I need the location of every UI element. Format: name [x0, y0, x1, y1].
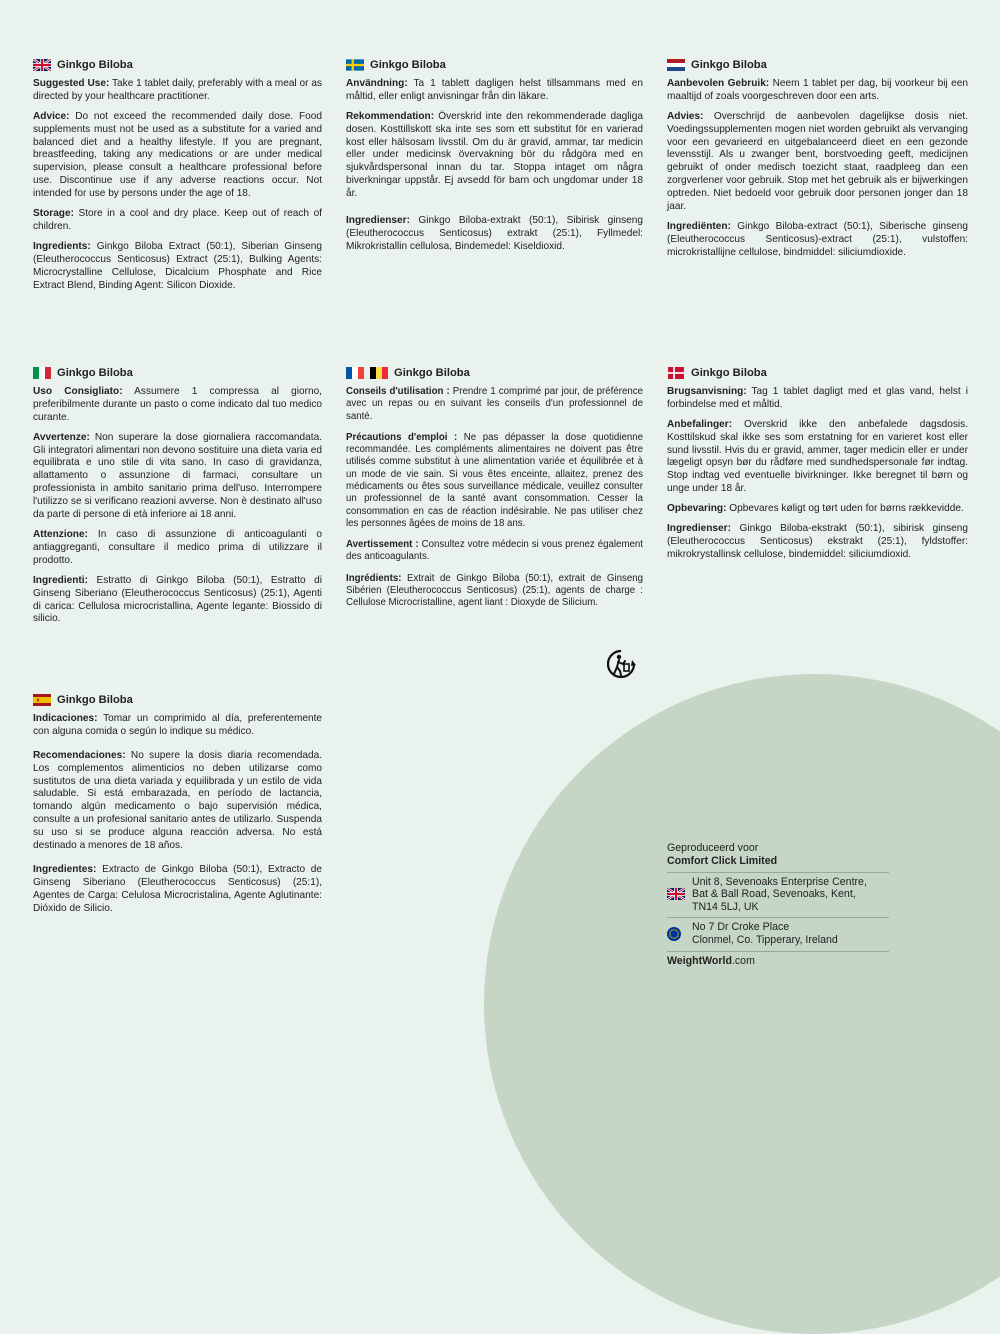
belgium-flag-icon — [370, 367, 388, 379]
producer-intro: Geproduceerd voor — [667, 842, 759, 854]
section-ingredients: Ingredienti: Estratto di Ginkgo Biloba (50:1), Estratto di Ginseng Siberiano (Eleutherococcus Senticosus) (25:1), Agenti di carica: Cellulosa microcristallina, Agente legante: Biossido di silicio. — [33, 574, 322, 625]
section-precautions: Précautions d'emploi : Ne pas dépasser la dose quotidienne recommandée. Les compléments alimentaires ne doivent pas être utilisés comme substitut à une alimentation variée et équilibrée et à un mode de vie sain. Si vous êtes enceinte, allaitez, prenez des médicaments ou êtes sous surveillance médicale, veuillez consulter un professionnel de la santé avant consommation. Cesser la consommation en cas de réaction indésirable. Ne pas utiliser chez les personnes âgées de moins de 18 ans. — [346, 431, 643, 529]
section-recommendations: Anbefalinger: Overskrid ikke den anbefalede dagsdosis. Kosttilskud skal ikke ses som erstatning for en varieret kost eller sund livsstil. Hvis du er gravid, ammer, tager medicin eller er under lægeligt opsyn bør du rådføre med sundhedspersonale før indtag. Stop indtag ved eventuelle bivirkninger. Ikke beregnet til børn og unge under 18 år. — [667, 418, 968, 495]
producer-info — [667, 842, 889, 967]
panel-english — [33, 59, 322, 300]
section-advice: Advies: Overschrijd de aanbevolen dagelijkse dosis niet. Voedingssupplementen mogen niet worden gebruikt als vervanging voor een gevarieerd en uitgebalanceerd dieet en een gezonde levensstijl. Als u zwanger bent, borstvoeding geeft, medicijnen gebruikt of onder medisch toezicht staat, raadpleeg dan een zorgverlener voor gebruik. Stop met het gebruik als er bijwerkingen optreden. Niet bedoeld voor gebruik door personen jonger dan 18 jaar. — [667, 110, 968, 213]
panel-header — [33, 367, 322, 380]
section-advice: Advice: Do not exceed the recommended daily dose. Food supplements must not be used as a substitute for a varied and balanced diet and a healthy lifestyle. If you are pregnant, breastfeeding, taking any medications or are under medical supervision, please consult a healthcare professional before use. Discontinue use if any adverse reactions occur. Not intended for use by persons under the age of 18. — [33, 110, 322, 200]
panel-french — [346, 367, 643, 619]
section-directions: Brugsanvisning: Tag 1 tablet dagligt med et glas vand, helst i forbindelse med et måltid. — [667, 385, 968, 410]
product-title: Ginkgo Biloba — [57, 694, 133, 706]
panel-header — [346, 59, 643, 72]
section-ingredients: Ingredients: Ginkgo Biloba Extract (50:1), Siberian Ginseng (Eleutherococcus Senticosus) Extract (25:1), Bulking Agents: Microcrystalline Cellulose, Dicalcium Phosphate and Rice Extract Blend, Binding Agent: Silicon Dioxide. — [33, 240, 322, 291]
section-ingredients: Ingrédients: Extrait de Ginkgo Biloba (50:1), extrait de Ginseng Sibérien (Eleutherococcus Senticosus) (25:1), agents de charge : Cellulose Microcristalline, agent liant : Dioxyde de Silicium. — [346, 572, 643, 609]
uk-address-row — [667, 872, 889, 917]
eu-flag-icon — [667, 927, 685, 939]
section-usage: Användning: Ta 1 tablett dagligen helst tillsammans med en måltid, eller enligt anvisningar från din läkare. — [346, 77, 643, 102]
section-recommendations: Recomendaciones: No supere la dosis diaria recomendada. Los complementos alimenticios no deben utilizarse como sustitutos de una dieta variada y equilibrada y un estilo de vida saludable. Si está embarazada, en período de lactancia, tomando algún medicamento o bajo supervisión médica, consulte a un profesional sanitario antes de utilizarlo. Suspenda su uso si se produce alguna reacción adversa. No está destinado a menores de 18 años. — [33, 749, 322, 852]
section-recommendation: Rekommendation: Överskrid inte den rekommenderade dagliga dosen. Kosttillskott ska inte ses som ett substitut för en varierad kost eller hälsosam livsstil. Om du är gravid, ammar, tar medicin eller under medicinsk övervakning bör du rådgöra med en sjukvårdspersonal innan du tar. Stoppa intaget om några biverkningar uppstår. Ej avsedd för barn och ungdomar under 18 år. — [346, 110, 643, 200]
spain-flag-icon — [33, 694, 51, 706]
section-ingredients: Ingredientes: Extracto de Ginkgo Biloba (50:1), Extracto de Ginseng Siberiano (Eleutherococcus Senticosus) (25:1), Agentes de Carga: Celulosa Microcristalina, Agente Aglutinante: Dióxido de Silicio. — [33, 863, 322, 914]
panel-header — [346, 367, 643, 380]
producer-company: Comfort Click Limited — [667, 854, 778, 867]
product-title: Ginkgo Biloba — [370, 59, 446, 71]
panel-header — [667, 59, 968, 72]
uk-flag-icon — [33, 59, 51, 71]
panel-italian — [33, 367, 322, 633]
section-suggested-use: Suggested Use: Take 1 tablet daily, preferably with a meal or as directed by your healthcare practitioner. — [33, 77, 323, 102]
section-warnings: Avvertenze: Non superare la dose giornaliera raccomandata. Gli integratori alimentari non devono sostituire una dieta varia ed equilibrata e uno stile di vita sano. In caso di gravidanza, allattamento o assunzione di farmaci, consultare un professionista in ambito sanitario prima dell'uso. Interrompere l'utilizzo se si verificano reazioni avverse. Non è destinato all'uso da parte di persone di età inferiore ai 18 anni. — [33, 431, 322, 521]
section-warning: Avertissement : Consultez votre médecin si vous prenez également des anticoagulants. — [346, 539, 643, 563]
panel-spanish — [33, 694, 322, 927]
product-title: Ginkgo Biloba — [394, 367, 470, 379]
section-indications: Indicaciones: Tomar un comprimido al día, preferentemente con alguna comida o según lo indique su médico. — [33, 712, 322, 737]
section-storage: Storage: Store in a cool and dry place. Keep out of reach of children. — [33, 208, 322, 232]
tidyman-recycle-icon — [605, 648, 637, 680]
uk-flag-icon — [667, 888, 685, 900]
section-recommended-use: Aanbevolen Gebruik: Neem 1 tablet per dag, bij voorkeur bij een maaltijd of zoals voorgeschreven door een arts. — [667, 77, 968, 102]
panel-header — [33, 694, 322, 707]
product-title: Ginkgo Biloba — [691, 59, 767, 71]
france-flag-icon — [346, 367, 364, 379]
section-ingredients: Ingrediënten: Ginkgo Biloba-extract (50:1), Siberische ginseng (Eleutherococcus Senticosus)-extract (25:1), vulstoffen: microkristallijne cellulose, bindmiddel: siliciumdioxide. — [667, 220, 968, 258]
panel-danish — [667, 367, 968, 569]
brand-website: WeightWorld.com — [667, 951, 889, 968]
product-title: Ginkgo Biloba — [57, 59, 133, 71]
section-usage-advice: Conseils d'utilisation : Prendre 1 comprimé par jour, de préférence avec un repas ou en suivant les conseils d'un professionnel de santé. — [346, 385, 643, 422]
italy-flag-icon — [33, 367, 51, 379]
ie-address: No 7 Dr Croke Place Clonmel, Co. Tipperary, Ireland — [692, 920, 838, 946]
product-title: Ginkgo Biloba — [57, 367, 133, 379]
panel-header — [33, 59, 322, 72]
ie-address-row — [667, 917, 889, 950]
sweden-flag-icon — [346, 59, 364, 71]
decorative-circle — [484, 674, 1000, 1334]
uk-address: Unit 8, Sevenoaks Enterprise Centre, Bat & Ball Road, Sevenoaks, Kent, TN14 5LJ, UK — [692, 875, 867, 914]
section-storage: Opbevaring: Opbevares køligt og tørt uden for børns rækkevidde. — [667, 503, 964, 515]
product-title: Ginkgo Biloba — [691, 367, 767, 379]
panel-dutch — [667, 59, 968, 267]
panel-swedish — [346, 59, 643, 261]
netherlands-flag-icon — [667, 59, 685, 71]
section-ingredients: Ingredienser: Ginkgo Biloba-extrakt (50:1), Sibirisk ginseng (Eleutherococcus Senticosus) extrakt (25:1), Fyllmedel: Mikrokristallin cellulosa, Bindemedel: Kiseldioxid. — [346, 215, 643, 252]
panel-header — [667, 367, 968, 380]
section-suggested-use: Uso Consigliato: Assumere 1 compressa al giorno, preferibilmente durante un pasto o come indicato dal tuo medico curante. — [33, 385, 322, 423]
section-ingredients: Ingredienser: Ginkgo Biloba-ekstrakt (50:1), sibirisk ginseng (Eleutherococcus Senticosus) ekstrakt (25:1), fyldstoffer: mikrokrystallinsk cellulose, bindemiddel: siliciumdioxid. — [667, 523, 968, 560]
section-attention: Attenzione: In caso di assunzione di anticoagulanti o antiaggreganti, consultare il medico prima di utilizzare il prodotto. — [33, 528, 322, 566]
denmark-flag-icon — [667, 367, 685, 379]
